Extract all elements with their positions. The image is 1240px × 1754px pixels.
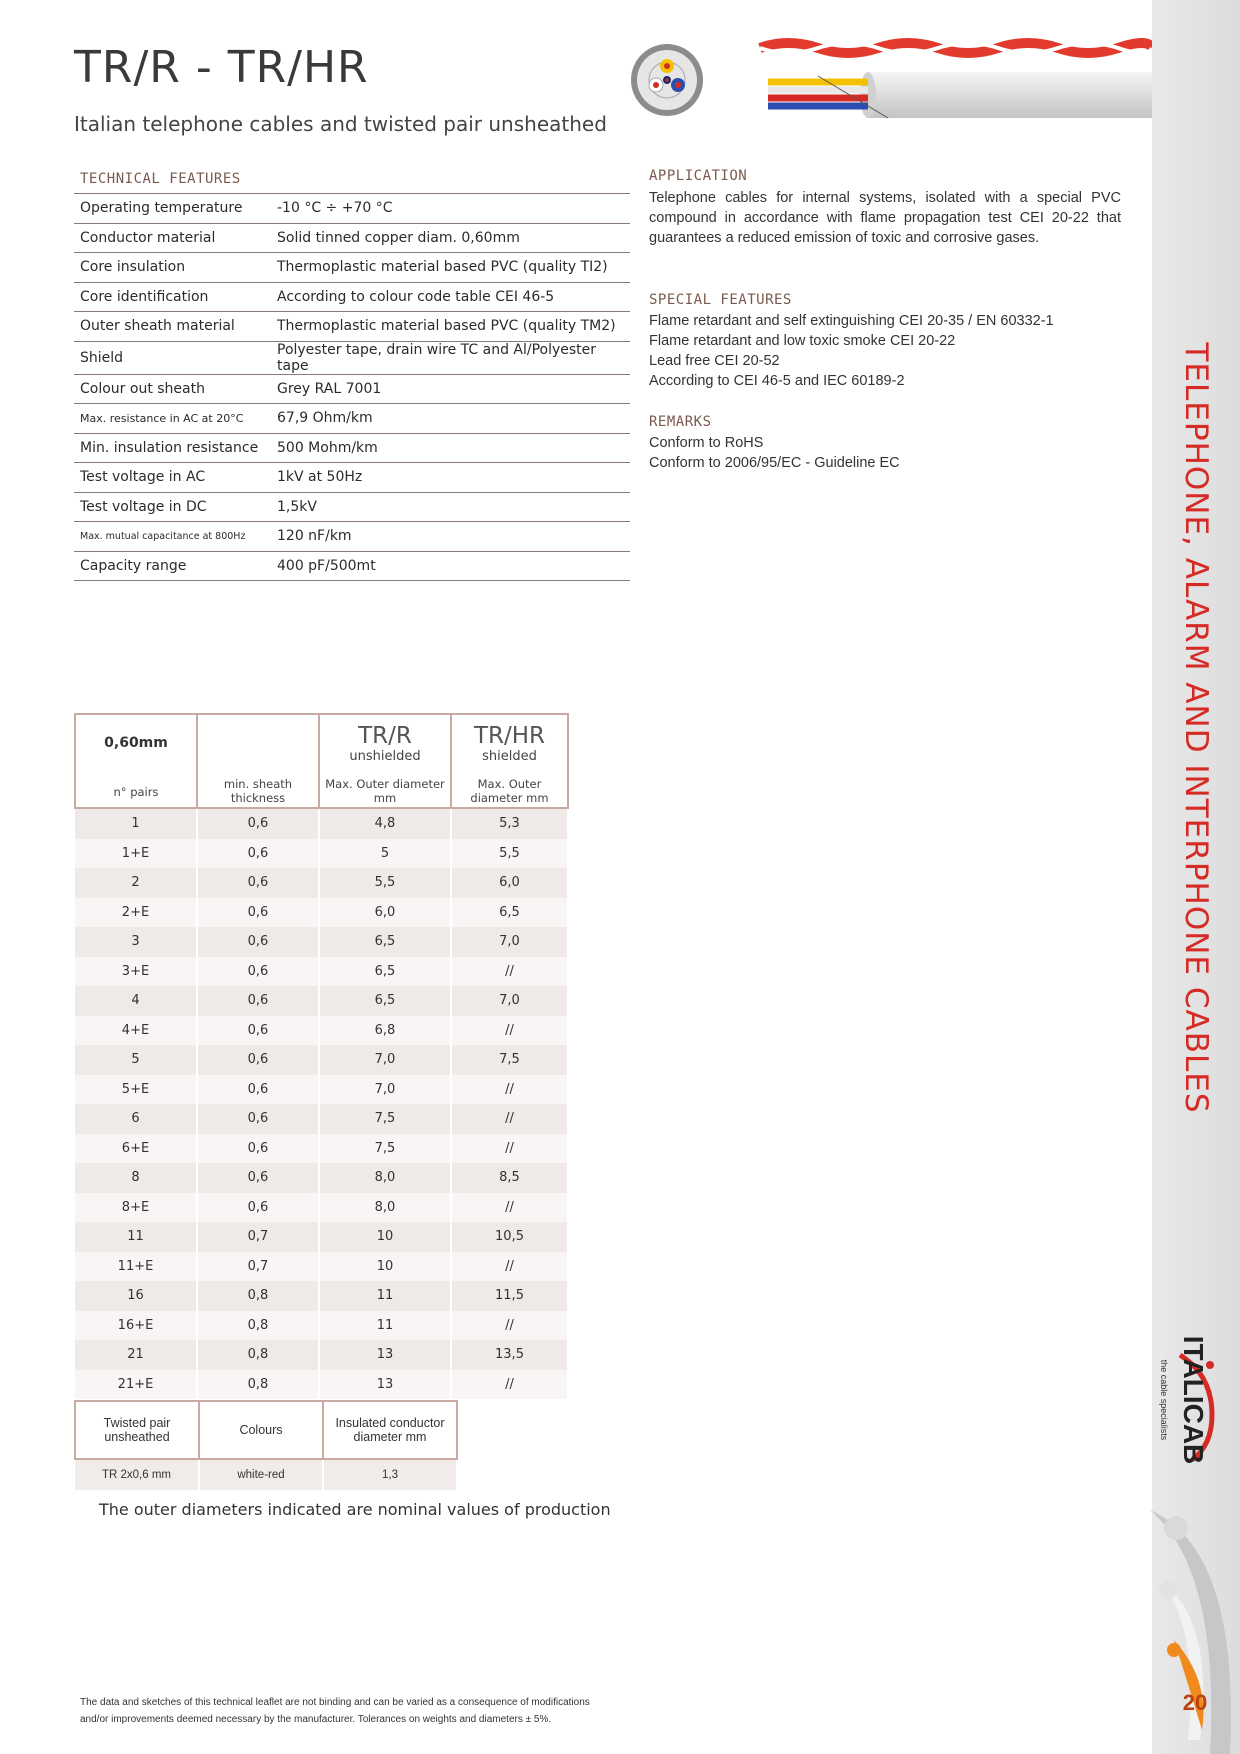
table-cell: 0,8 — [197, 1281, 319, 1311]
table-cell: 10 — [319, 1252, 451, 1282]
table-row — [74, 492, 630, 522]
table-cell: // — [451, 1016, 568, 1046]
table-row — [75, 1340, 568, 1370]
table-cell: 6,5 — [451, 898, 568, 928]
table-cell: 0,8 — [197, 1370, 319, 1400]
pairs-label: n° pairs — [113, 785, 159, 799]
feature-value: -10 °C ÷ +70 °C — [271, 194, 630, 224]
table-cell: 7,5 — [451, 1045, 568, 1075]
application-heading: APPLICATION — [649, 168, 748, 184]
table-row — [75, 1459, 457, 1490]
table-cell: 16 — [75, 1281, 197, 1311]
header-trhr — [451, 714, 568, 808]
table-cell: // — [451, 957, 568, 987]
table-cell: 0,6 — [197, 1134, 319, 1164]
table-cell: 6,5 — [319, 986, 451, 1016]
list-item: Conform to 2006/95/EC - Guideline EC — [649, 455, 900, 471]
table-row — [74, 341, 630, 374]
feature-key: Capacity range — [74, 551, 271, 581]
feature-key: Core identification — [74, 282, 271, 312]
feature-key: Max. resistance in AC at 20°C — [74, 404, 271, 434]
page-number: 20 — [1182, 1690, 1208, 1715]
table-cell: 1+E — [75, 839, 197, 869]
table-cell: 6,5 — [319, 957, 451, 987]
disclaimer — [80, 1694, 600, 1728]
special-features-list — [649, 311, 1121, 391]
conductor-size-label: 0,60mm — [104, 735, 168, 751]
table-cell: 0,6 — [197, 927, 319, 957]
colours-header: Colours — [199, 1401, 323, 1459]
table-cell: 10,5 — [451, 1222, 568, 1252]
list-item: Flame retardant and low toxic smoke CEI 20-22 — [649, 333, 956, 349]
table-row — [75, 1311, 568, 1341]
table-cell: 13,5 — [451, 1340, 568, 1370]
header-thickness — [197, 714, 319, 808]
table-row — [74, 551, 630, 581]
table-cell: 8 — [75, 1163, 197, 1193]
feature-value: Solid tinned copper diam. 0,60mm — [271, 223, 630, 253]
table-cell: 0,6 — [197, 957, 319, 987]
table-cell: 0,6 — [197, 898, 319, 928]
trr-subtitle: unshielded — [349, 749, 421, 764]
table-cell: 7,5 — [319, 1104, 451, 1134]
table-cell: white-red — [199, 1459, 323, 1490]
table-cell: 0,6 — [197, 1016, 319, 1046]
table-cell: 0,6 — [197, 839, 319, 869]
feature-key: Core insulation — [74, 253, 271, 283]
table-cell: 0,7 — [197, 1252, 319, 1282]
table-cell: 6,5 — [319, 927, 451, 957]
remarks-heading: REMARKS — [649, 414, 712, 430]
feature-key: Max. mutual capacitance at 800Hz — [74, 522, 271, 552]
table-cell: 6,0 — [319, 898, 451, 928]
insulated-diameter-header: Insulated conductor diameter mm — [323, 1401, 457, 1459]
table-row — [75, 957, 568, 987]
table-cell: TR 2x0,6 mm — [75, 1459, 199, 1490]
table-cell: 8+E — [75, 1193, 197, 1223]
table-row — [74, 253, 630, 283]
table-row — [75, 1281, 568, 1311]
header-pairs — [75, 714, 197, 808]
dimensions-table-body — [75, 808, 568, 1399]
special-features-heading: SPECIAL FEATURES — [649, 292, 792, 308]
table-cell: 21+E — [75, 1370, 197, 1400]
table-cell: 4 — [75, 986, 197, 1016]
table-cell: 0,6 — [197, 1045, 319, 1075]
table-row — [75, 1045, 568, 1075]
thickness-label: min. sheath thickness — [223, 777, 293, 805]
table-cell: 7,0 — [319, 1045, 451, 1075]
table-cell: // — [451, 1252, 568, 1282]
twisted-pair-table — [74, 1400, 458, 1490]
table-cell: 7,0 — [451, 986, 568, 1016]
table-cell: 0,6 — [197, 1075, 319, 1105]
table-row — [74, 223, 630, 253]
list-item: Lead free CEI 20-52 — [649, 353, 780, 369]
cable-photo-icon — [758, 36, 1152, 128]
table-cell: 2+E — [75, 898, 197, 928]
table-cell: 0,6 — [197, 986, 319, 1016]
feature-value: 1,5kV — [271, 492, 630, 522]
table-cell: 4,8 — [319, 808, 451, 839]
table-cell: // — [451, 1370, 568, 1400]
table-cell: 8,5 — [451, 1163, 568, 1193]
trhr-title: TR/HR — [473, 723, 546, 749]
table-row — [74, 522, 630, 552]
table-row — [74, 404, 630, 434]
table-cell: 11 — [319, 1311, 451, 1341]
table-cell: 8,0 — [319, 1193, 451, 1223]
trr-title: TR/R — [358, 723, 412, 749]
table-row — [74, 312, 630, 342]
table-row — [75, 1193, 568, 1223]
table-cell: 0,6 — [197, 868, 319, 898]
table-cell: // — [451, 1134, 568, 1164]
table-cell: 0,6 — [197, 808, 319, 839]
feature-key: Test voltage in AC — [74, 463, 271, 493]
trr-column-label: Max. Outer diameter mm — [325, 777, 445, 805]
technical-features-table — [74, 193, 630, 581]
technical-features-heading: TECHNICAL FEATURES — [80, 171, 241, 187]
trhr-column-label: Max. Outer diameter mm — [470, 777, 549, 805]
table-header-row — [75, 714, 568, 808]
list-item: Flame retardant and self extinguishing CEI 20-35 / EN 60332-1 — [649, 313, 1054, 329]
table-cell: 16+E — [75, 1311, 197, 1341]
table-cell: 6 — [75, 1104, 197, 1134]
table-cell: 0,8 — [197, 1311, 319, 1341]
feature-value: 400 pF/500mt — [271, 551, 630, 581]
table-cell: 5 — [75, 1045, 197, 1075]
table-row — [75, 1075, 568, 1105]
table-cell: 21 — [75, 1340, 197, 1370]
table-row — [75, 986, 568, 1016]
table-row — [74, 433, 630, 463]
application-text: Telephone cables for internal systems, isolated with a special PVC compound in accordance with flame propagation test CEI 20-22 that guarantees a reduced emission of toxic and corrosive gases. — [649, 190, 1121, 246]
feature-key: Operating temperature — [74, 194, 271, 224]
table-cell: 8,0 — [319, 1163, 451, 1193]
feature-value: 67,9 Ohm/km — [271, 404, 630, 434]
table-row — [75, 839, 568, 869]
table-cell: 11,5 — [451, 1281, 568, 1311]
table-cell: 0,7 — [197, 1222, 319, 1252]
disclaimer-line: The data and sketches of this technical leaflet are not binding and can be varied as a consequence of modifications — [80, 1697, 590, 1708]
page-title: TR/R - TR/HR — [74, 42, 369, 93]
vertical-section-title: TELEPHONE, ALARM AND INTERPHONE CABLES — [1178, 342, 1214, 1114]
disclaimer-line: and/or improvements deemed necessary by the manufacturer. Tolerances on weights and diameters ± 5%. — [80, 1714, 552, 1725]
brand-tagline: the cable specialists — [1159, 1359, 1169, 1441]
feature-value: According to colour code table CEI 46-5 — [271, 282, 630, 312]
table-cell: 5,5 — [319, 868, 451, 898]
table-row — [75, 1252, 568, 1282]
table-row — [75, 1104, 568, 1134]
table-row — [75, 868, 568, 898]
table-cell: 5 — [319, 839, 451, 869]
table-cell: 7,5 — [319, 1134, 451, 1164]
table-cell: // — [451, 1193, 568, 1223]
feature-value: Polyester tape, drain wire TC and Al/Polyester tape — [271, 341, 630, 374]
table-cell: 1 — [75, 808, 197, 839]
feature-key: Shield — [74, 341, 271, 374]
table-cell: 13 — [319, 1340, 451, 1370]
feature-key: Conductor material — [74, 223, 271, 253]
feature-value: Grey RAL 7001 — [271, 374, 630, 404]
table-cell: 10 — [319, 1222, 451, 1252]
table-cell: 7,0 — [451, 927, 568, 957]
table-cell: 0,6 — [197, 1163, 319, 1193]
table-cell: // — [451, 1104, 568, 1134]
dimensions-table — [74, 713, 569, 1399]
table-cell: 11+E — [75, 1252, 197, 1282]
table-cell: 6+E — [75, 1134, 197, 1164]
table-cell: 6,8 — [319, 1016, 451, 1046]
feature-value: Thermoplastic material based PVC (quality TI2) — [271, 253, 630, 283]
list-item: According to CEI 46-5 and IEC 60189-2 — [649, 373, 905, 389]
table-row — [75, 1163, 568, 1193]
feature-key: Min. insulation resistance — [74, 433, 271, 463]
trhr-subtitle: shielded — [482, 749, 537, 764]
table-cell: 2 — [75, 868, 197, 898]
table-row — [74, 463, 630, 493]
table-cell: 0,6 — [197, 1104, 319, 1134]
feature-value: 500 Mohm/km — [271, 433, 630, 463]
table-cell: 0,6 — [197, 1193, 319, 1223]
table-header-row — [75, 1401, 457, 1459]
table-row — [75, 808, 568, 839]
brand-name: ITALICAB — [1178, 1335, 1209, 1465]
table-row — [75, 898, 568, 928]
table-cell: 7,0 — [319, 1075, 451, 1105]
table-cell: 5,3 — [451, 808, 568, 839]
remarks-list — [649, 433, 1121, 473]
cable-cross-section-icon — [629, 42, 705, 118]
table-row — [74, 374, 630, 404]
table-cell: 13 — [319, 1370, 451, 1400]
feature-key: Colour out sheath — [74, 374, 271, 404]
list-item: Conform to RoHS — [649, 435, 764, 451]
table-cell: 3 — [75, 927, 197, 957]
table-cell: 3+E — [75, 957, 197, 987]
feature-value: Thermoplastic material based PVC (quality TM2) — [271, 312, 630, 342]
table-row — [75, 1134, 568, 1164]
table-cell: 11 — [75, 1222, 197, 1252]
table-cell: 4+E — [75, 1016, 197, 1046]
table-row — [75, 1016, 568, 1046]
table-cell: // — [451, 1311, 568, 1341]
feature-value: 120 nF/km — [271, 522, 630, 552]
table-cell: 6,0 — [451, 868, 568, 898]
table-row — [75, 1370, 568, 1400]
table-row — [75, 1222, 568, 1252]
header-trr — [319, 714, 451, 808]
table-row — [74, 194, 630, 224]
table-row — [75, 927, 568, 957]
feature-value: 1kV at 50Hz — [271, 463, 630, 493]
table-cell: 0,8 — [197, 1340, 319, 1370]
table-cell: 5,5 — [451, 839, 568, 869]
production-note: The outer diameters indicated are nominal values of production — [99, 1500, 611, 1519]
twisted-pair-header: Twisted pair unsheathed — [75, 1401, 199, 1459]
table-cell: 1,3 — [323, 1459, 457, 1490]
table-cell: 11 — [319, 1281, 451, 1311]
table-cell: // — [451, 1075, 568, 1105]
page-subtitle: Italian telephone cables and twisted pair unsheathed — [74, 112, 607, 136]
feature-key: Outer sheath material — [74, 312, 271, 342]
feature-key: Test voltage in DC — [74, 492, 271, 522]
table-row — [74, 282, 630, 312]
table-cell: 5+E — [75, 1075, 197, 1105]
